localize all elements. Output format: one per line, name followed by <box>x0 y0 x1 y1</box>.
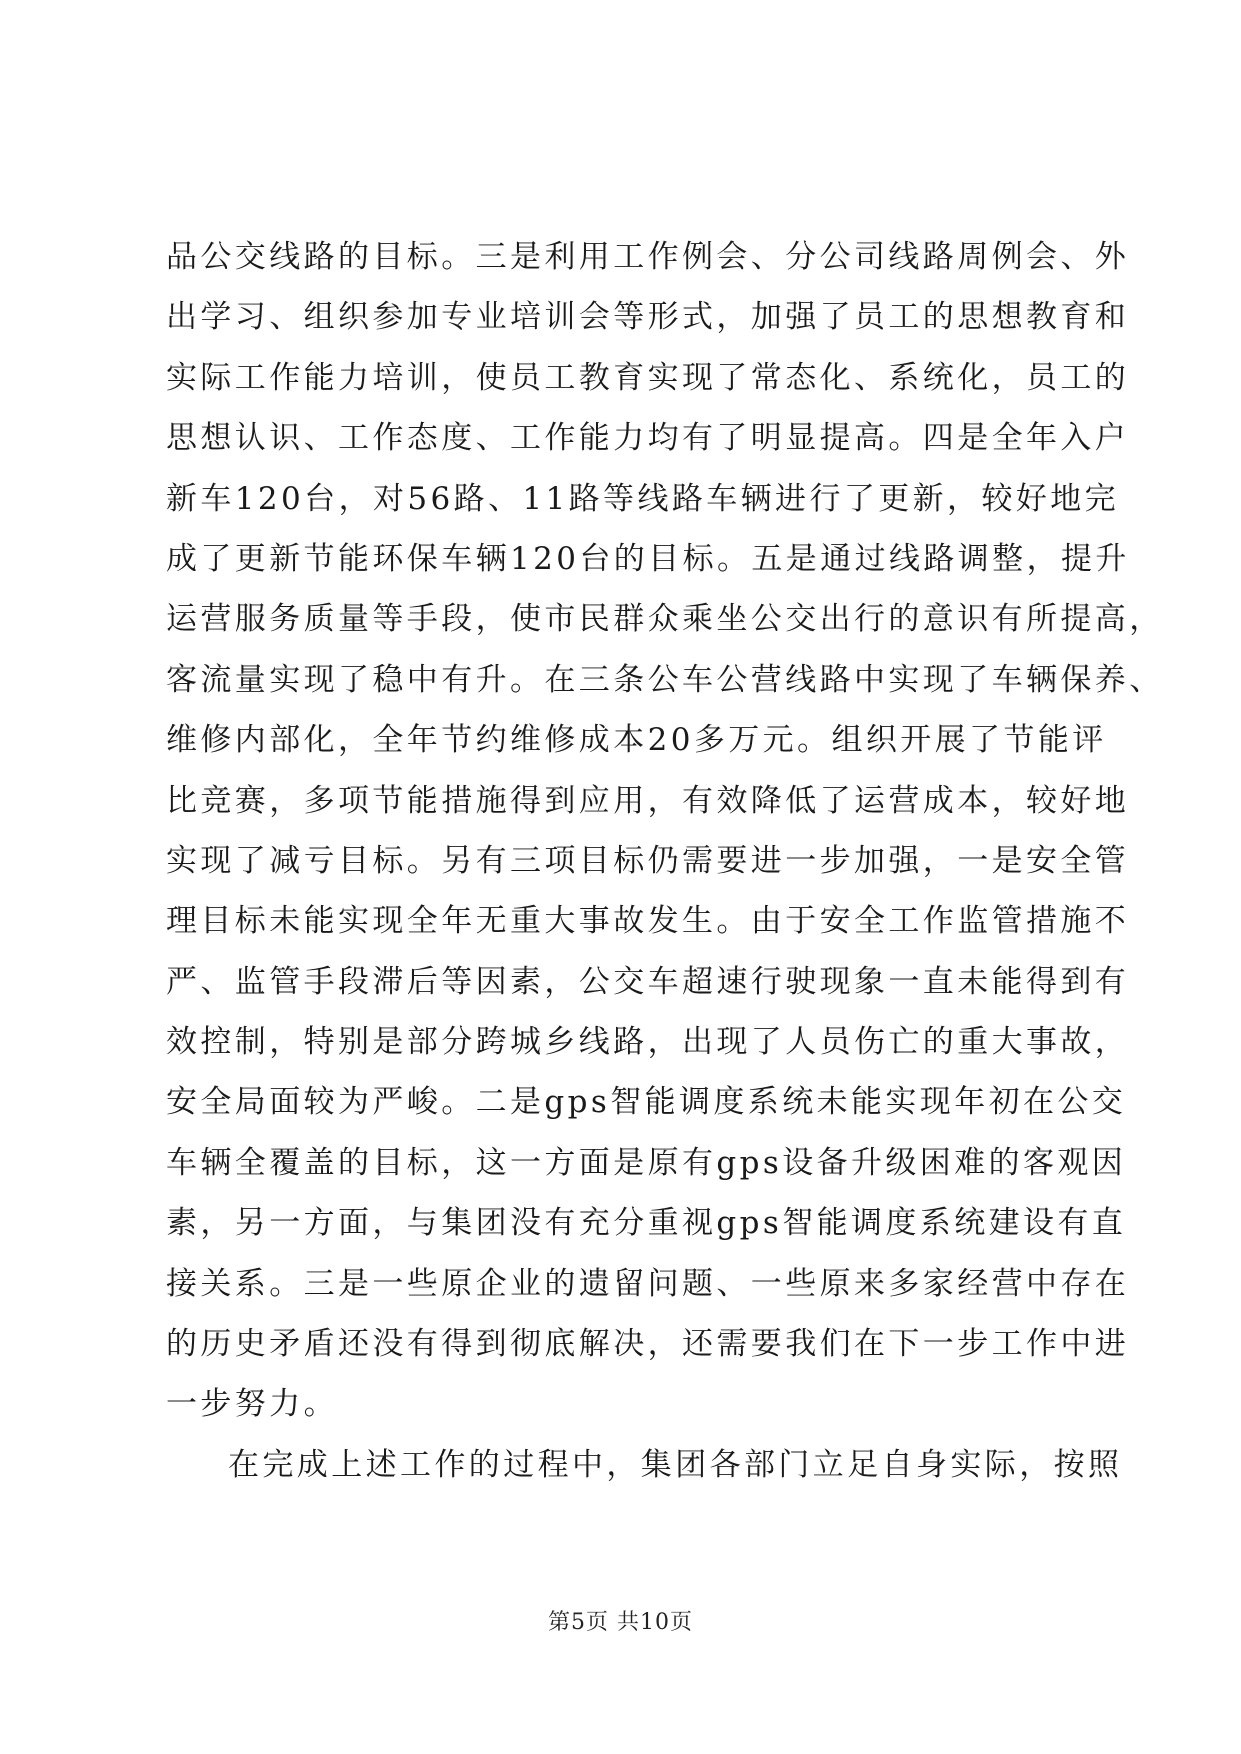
text-line: 比竞赛，多项节能措施得到应用，有效降低了运营成本，较好地 <box>166 782 1130 819</box>
text-line: 思想认识、工作态度、工作能力均有了明显提高。四是全年入户 <box>166 420 1130 457</box>
text-line: 出学习、组织参加专业培训会等形式，加强了员工的思想教育和 <box>166 299 1130 336</box>
page-number-footer: 第5页 共10页 <box>548 1610 693 1635</box>
text-line: 的历史矛盾还没有得到彻底解决，还需要我们在下一步工作中进 <box>166 1326 1130 1363</box>
text-line: 车辆全覆盖的目标，这一方面是原有gps设备升级困难的客观因 <box>166 1144 1127 1181</box>
text-line-paragraph-start: 在完成上述工作的过程中，集团各部门立足自身实际，按照 <box>228 1446 1123 1483</box>
text-line: 品公交线路的目标。三是利用工作例会、分公司线路周例会、外 <box>166 239 1130 275</box>
body-text <box>166 227 1164 1495</box>
text-line: 客流量实现了稳中有升。在三条公车公营线路中实现了车辆保养、 <box>166 661 1164 698</box>
text-line: 实际工作能力培训，使员工教育实现了常态化、系统化，员工的 <box>166 359 1130 396</box>
text-line: 接关系。三是一些原企业的遗留问题、一些原来多家经营中存在 <box>166 1265 1130 1302</box>
text-line: 效控制，特别是部分跨城乡线路，出现了人员伤亡的重大事故， <box>166 1024 1130 1061</box>
text-line-paragraph-end: 一步努力。 <box>166 1386 338 1423</box>
text-line: 安全局面较为严峻。二是gps智能调度系统未能实现年初在公交 <box>166 1084 1127 1121</box>
text-line: 理目标未能实现全年无重大事故发生。由于安全工作监管措施不 <box>166 903 1130 940</box>
text-line: 严、监管手段滞后等因素，公交车超速行驶现象一直未能得到有 <box>166 963 1130 1000</box>
text-line: 新车120台，对56路、11路等线路车辆进行了更新，较好地完 <box>166 480 1120 517</box>
text-line: 维修内部化，全年节约维修成本20多万元。组织开展了节能评 <box>166 722 1107 759</box>
text-line: 实现了减亏目标。另有三项目标仍需要进一步加强，一是安全管 <box>166 842 1130 879</box>
text-line: 运营服务质量等手段，使市民群众乘坐公交出行的意识有所提高， <box>166 601 1164 638</box>
text-line: 成了更新节能环保车辆120台的目标。五是通过线路调整，提升 <box>166 540 1130 577</box>
text-line: 素，另一方面，与集团没有充分重视gps智能调度系统建设有直 <box>166 1205 1127 1242</box>
